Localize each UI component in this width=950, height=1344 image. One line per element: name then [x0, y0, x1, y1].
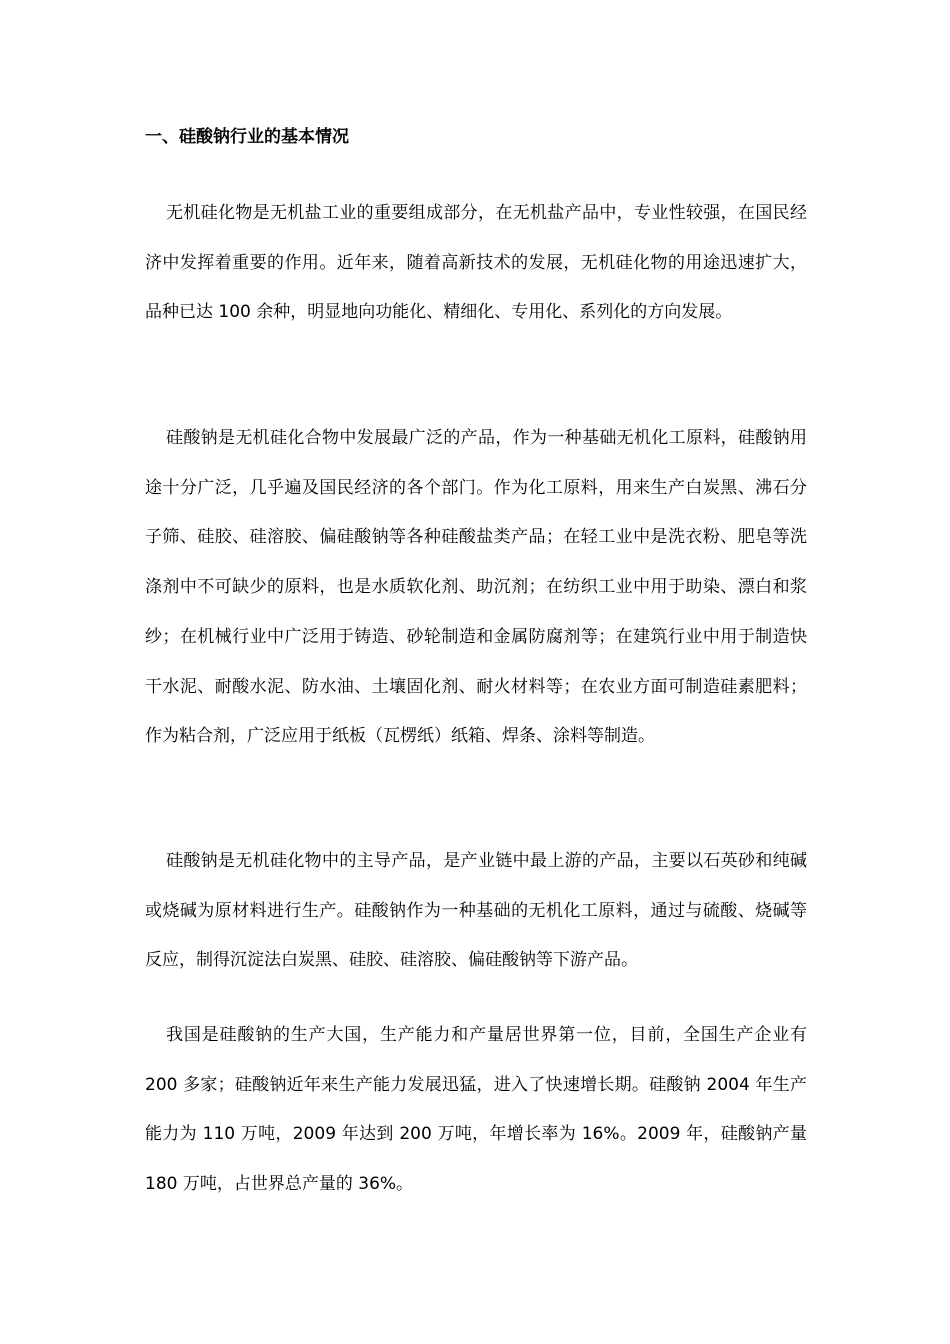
- section-heading: 一、硅酸钠行业的基本情况: [145, 127, 349, 147]
- paragraph-3: 硅酸钠是无机硅化物中的主导产品，是产业链中最上游的产品，主要以石英砂和纯碱或烧碱为原材料进行生产。硅酸钠作为一种基础的无机化工原料，通过与硫酸、烧碱等反应，制得沉淀法白炭黑、硅胶、硅溶胶、偏硅酸钠等下游产品。: [145, 851, 807, 971]
- paragraph-2: 硅酸钠是无机硅化合物中发展最广泛的产品，作为一种基础无机化工原料，硅酸钠用途十分广泛，几乎遍及国民经济的各个部门。作为化工原料，用来生产白炭黑、沸石分子筛、硅胶、硅溶胶、偏硅酸钠等各种硅酸盐类产品；在轻工业中是洗衣粉、肥皂等洗涤剂中不可缺少的原料，也是水质软化剂、助沉剂；在纺织工业中用于助染、漂白和浆纱；在机械行业中广泛用于铸造、砂轮制造和金属防腐剂等；在建筑行业中用于制造快干水泥、耐酸水泥、防水油、土壤固化剂、耐火材料等；在农业方面可制造硅素肥料；作为粘合剂，广泛应用于纸板（瓦楞纸）纸箱、焊条、涂料等制造。: [145, 428, 807, 747]
- paragraph-4: 我国是硅酸钠的生产大国，生产能力和产量居世界第一位，目前，全国生产企业有 200 多家；硅酸钠近年来生产能力发展迅猛，进入了快速增长期。硅酸钠 2004 年生产能力为 110 万吨，2009 年达到 200 万吨，年增长率为 16%。2009 年，硅酸钠产量 180 万吨，占世界总产量的 36%。: [145, 1025, 807, 1195]
- paragraph-1: 无机硅化物是无机盐工业的重要组成部分，在无机盐产品中，专业性较强，在国民经济中发挥着重要的作用。近年来，随着高新技术的发展，无机硅化物的用途迅速扩大，品种已达 100 余种，明显地向功能化、精细化、专用化、系列化的方向发展。: [145, 203, 807, 323]
